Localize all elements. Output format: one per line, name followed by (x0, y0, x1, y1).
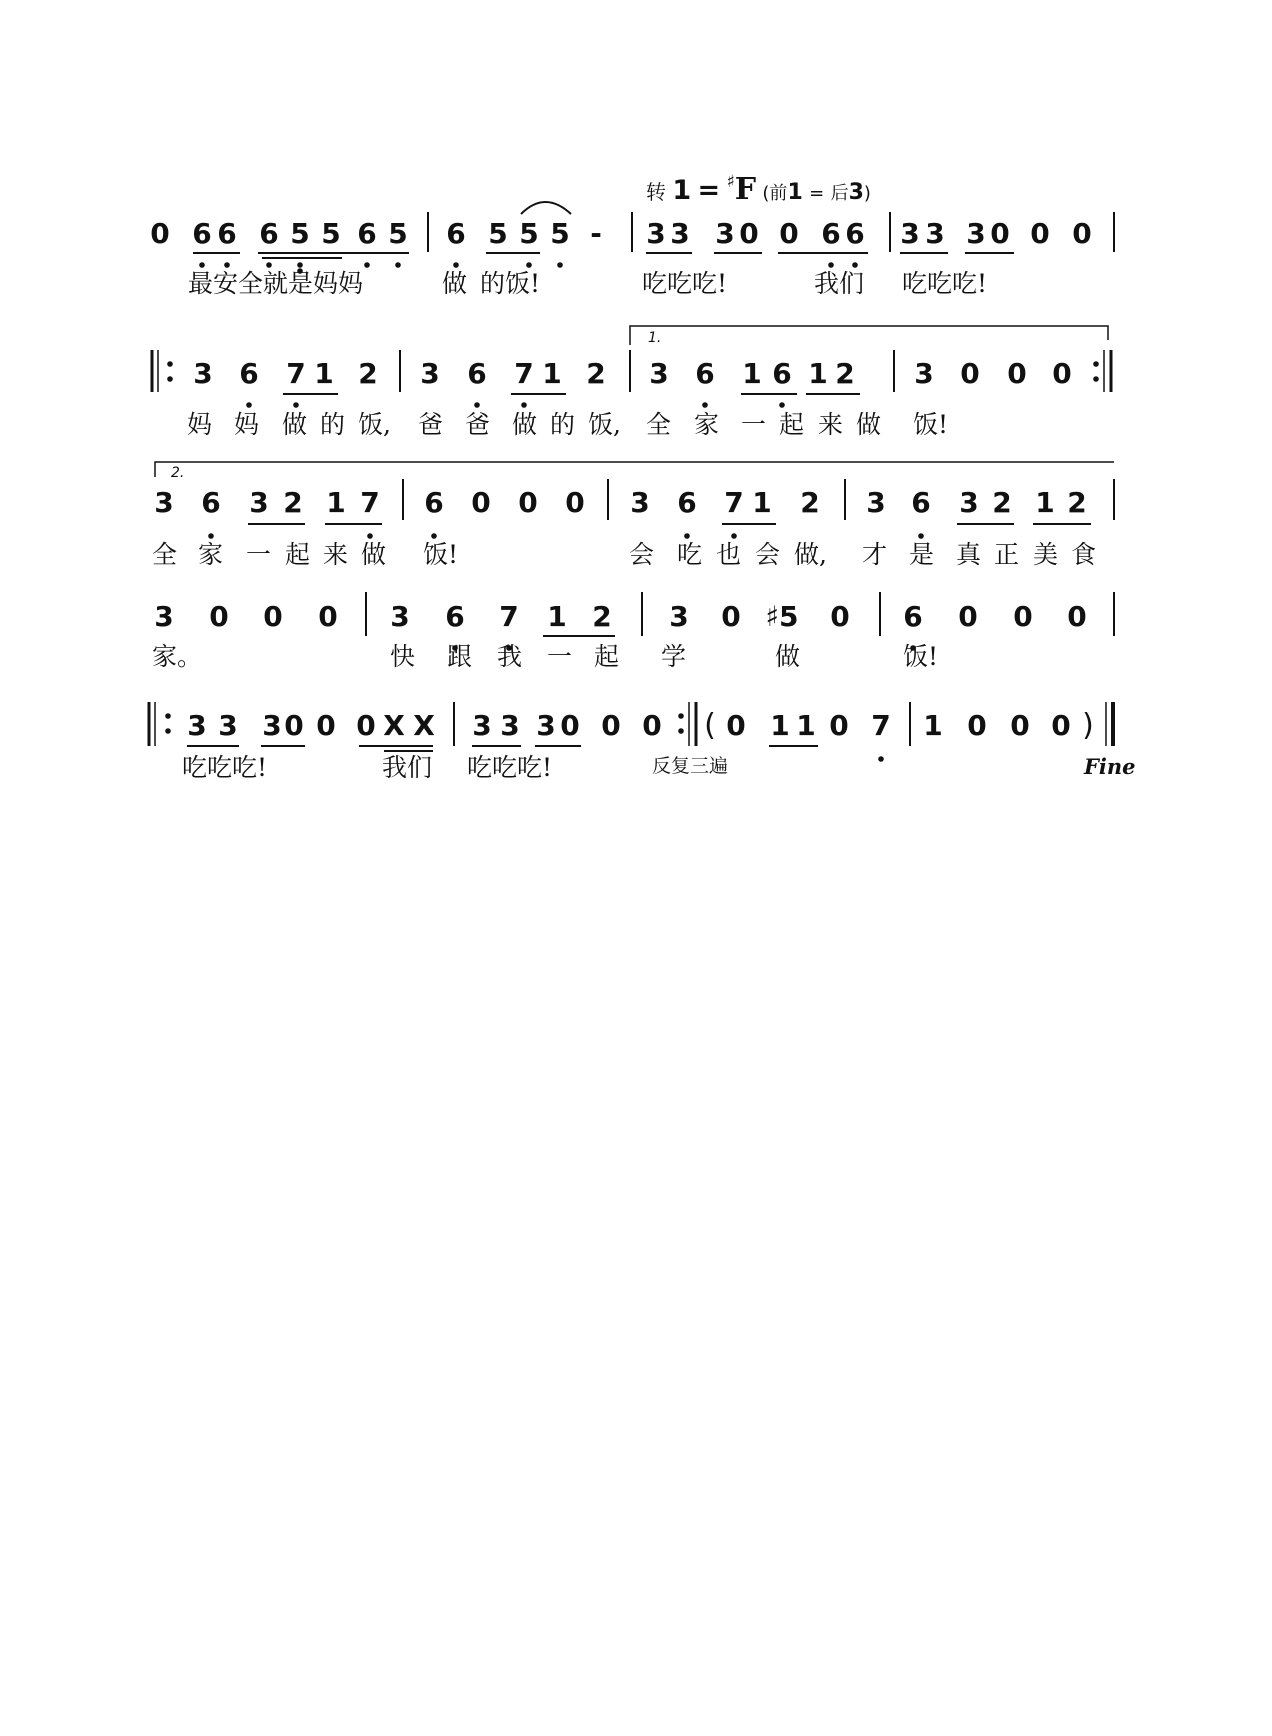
note: 6 (903, 600, 923, 633)
octave-dot (828, 262, 834, 268)
note: 0 (642, 709, 662, 742)
lyric: 爸 (418, 410, 444, 439)
note: 1 (314, 357, 334, 390)
note: 7 (514, 357, 534, 390)
note: 3 (154, 600, 174, 633)
note: X (413, 709, 435, 742)
note: 5 (519, 217, 539, 250)
key-hou: 后 (830, 183, 849, 204)
note: 1 (547, 600, 567, 633)
note: 0 (518, 486, 538, 519)
note: 0 (829, 709, 849, 742)
note: 0 (958, 600, 978, 633)
note: 0 (1051, 709, 1071, 742)
note: 0 (1013, 600, 1033, 633)
lyric: 跟 (447, 642, 473, 671)
note: 6 (424, 486, 444, 519)
note: 5 (321, 217, 341, 250)
note: 1 (1035, 486, 1055, 519)
lyric: 饭, (358, 410, 391, 439)
lyric: 爸 (465, 410, 491, 439)
lyric: 食 (1071, 540, 1097, 569)
note: 5 (488, 217, 508, 250)
lyric: 饭! (903, 642, 939, 671)
repeat-dot (167, 361, 173, 367)
note: 6 (217, 217, 237, 250)
lyric: 真 (956, 540, 982, 569)
octave-dot (684, 533, 690, 539)
note: 3 (154, 486, 174, 519)
note: 5 (388, 217, 408, 250)
note: 6 (445, 600, 465, 633)
lyric: 来 (818, 410, 844, 439)
octave-dot (395, 262, 401, 268)
note: 0 (471, 486, 491, 519)
note: 1 (326, 486, 346, 519)
note: 0 (990, 217, 1010, 250)
lyric: 做 (775, 642, 801, 671)
note: 3 (900, 217, 920, 250)
lyric: 饭! (913, 410, 949, 439)
note: 0 (284, 709, 304, 742)
note: 7 (724, 486, 744, 519)
lyric: 也 (716, 540, 742, 569)
note: 0 (1067, 600, 1087, 633)
volta-2-bracket (155, 462, 1114, 477)
lyric: 起 (285, 540, 311, 569)
note: 7 (286, 357, 306, 390)
key-change-zhuan: 转 (646, 180, 666, 204)
lyric: 最安全就是妈妈 (188, 269, 364, 298)
note: 6 (259, 217, 279, 250)
note: 7 (871, 709, 891, 742)
repeat-dot (678, 728, 684, 734)
octave-dot (293, 402, 299, 408)
note: 3 (390, 600, 410, 633)
note: 3 (866, 486, 886, 519)
note: 3 (649, 357, 669, 390)
lyric: 会 (629, 540, 655, 569)
lyric: 吃吃吃! (902, 269, 988, 298)
lyric: 家。 (152, 642, 203, 671)
note: 2 (283, 486, 303, 519)
lyric: 我们 (814, 269, 865, 298)
note: 1 (808, 357, 828, 390)
octave-dot (526, 262, 532, 268)
note: 0 (779, 217, 799, 250)
note: 3 (966, 217, 986, 250)
lyric: 是 (909, 540, 935, 569)
lyric: 家 (198, 540, 224, 569)
lyric: 全 (646, 410, 672, 439)
note: 0 (960, 357, 980, 390)
note: 6 (201, 486, 221, 519)
lyric: 做 (282, 410, 308, 439)
note: 0 (1052, 357, 1072, 390)
note: 6 (467, 357, 487, 390)
note: 0 (1007, 357, 1027, 390)
paren: ( (704, 708, 716, 743)
repeat-dot (165, 728, 171, 734)
slur (521, 202, 571, 214)
note: 0 (967, 709, 987, 742)
lyric: 学 (661, 642, 687, 671)
octave-dot (557, 262, 563, 268)
lyric: 来 (323, 540, 349, 569)
note: 6 (821, 217, 841, 250)
note: 3 (187, 709, 207, 742)
note: 0 (739, 217, 759, 250)
lyric: 的 (550, 410, 576, 439)
lyric: 做 (361, 540, 387, 569)
note: 5 (550, 217, 570, 250)
octave-dot (208, 533, 214, 539)
note: 1 (770, 709, 790, 742)
note: 0 (318, 600, 338, 633)
note: 6 (677, 486, 697, 519)
note: 3 (959, 486, 979, 519)
note: 1 (752, 486, 772, 519)
note: 7 (499, 600, 519, 633)
octave-dot (246, 402, 252, 408)
note: 0 (601, 709, 621, 742)
note: 3 (249, 486, 269, 519)
lyric: 会 (755, 540, 781, 569)
octave-dot (852, 262, 858, 268)
lyric: 我们 (382, 753, 433, 782)
sharp-sign: ♯ (726, 172, 735, 192)
note: 2 (358, 357, 378, 390)
repeat-dot (1093, 376, 1099, 382)
note: 2 (835, 357, 855, 390)
lyric: 一 (547, 642, 573, 671)
note: 6 (695, 357, 715, 390)
note: 2 (1067, 486, 1087, 519)
octave-dot (431, 533, 437, 539)
volta-1-bracket (630, 326, 1108, 345)
lyric: 做 (512, 410, 538, 439)
lyric: 美 (1033, 540, 1059, 569)
key-one-b: 1 (787, 180, 803, 205)
key-change-eq: = (697, 175, 721, 206)
octave-dot (297, 262, 303, 268)
note: 0 (560, 709, 580, 742)
lyric: 的 (320, 410, 346, 439)
lyric: 饭! (423, 540, 459, 569)
key-paren-open: (前 (762, 183, 788, 204)
note: 6 (192, 217, 212, 250)
lyric: 快 (390, 642, 416, 671)
note: 0 (1072, 217, 1092, 250)
note: 0 (263, 600, 283, 633)
note: 3 (262, 709, 282, 742)
note: 2 (992, 486, 1012, 519)
lyric: 做 (856, 410, 882, 439)
lyric: 做, (794, 540, 827, 569)
octave-dot (199, 262, 205, 268)
lyric: 全 (152, 540, 178, 569)
dash-note: - (590, 217, 602, 250)
octave-dot (521, 402, 527, 408)
key-eq-b: = (809, 183, 825, 204)
note: 3 (193, 357, 213, 390)
note: X (383, 709, 405, 742)
note: 0 (316, 709, 336, 742)
note: 0 (830, 600, 850, 633)
repeat-dot (165, 713, 171, 719)
lyric: 吃吃吃! (642, 269, 728, 298)
paren: ) (1082, 708, 1094, 743)
note: 3 (500, 709, 520, 742)
note: 3 (420, 357, 440, 390)
note: 0 (209, 600, 229, 633)
note: 6 (239, 357, 259, 390)
lyric: 吃吃吃! (182, 753, 268, 782)
note: 1 (923, 709, 943, 742)
octave-dot (266, 262, 272, 268)
lyric: 饭, (588, 410, 621, 439)
lyric: 吃吃吃! (467, 753, 553, 782)
lyric: 妈 (187, 410, 213, 439)
note: 1 (742, 357, 762, 390)
lyric: 的饭! (480, 269, 541, 298)
note: 6 (845, 217, 865, 250)
octave-dot (779, 402, 785, 408)
lyric: 妈 (234, 410, 260, 439)
lyric: 才 (862, 540, 888, 569)
volta-1-label: 1. (648, 330, 662, 346)
octave-dot (364, 262, 370, 268)
lyric: 起 (779, 410, 805, 439)
lyric: 一 (246, 540, 272, 569)
note: 6 (446, 217, 466, 250)
octave-dot (453, 262, 459, 268)
octave-dot (731, 533, 737, 539)
note: 1 (542, 357, 562, 390)
note: 3 (536, 709, 556, 742)
note: 2 (586, 357, 606, 390)
note: ♯5 (765, 600, 799, 633)
repeat-dot (167, 376, 173, 382)
note: 3 (472, 709, 492, 742)
note: 6 (357, 217, 377, 250)
note: 3 (669, 600, 689, 633)
lyric: 一 (741, 410, 767, 439)
key-paren-close: ) (863, 183, 871, 204)
repeat-dot (678, 713, 684, 719)
fine-mark: Fine (1084, 754, 1136, 779)
note: 7 (360, 486, 380, 519)
octave-dot (702, 402, 708, 408)
octave-dot (367, 533, 373, 539)
repeat-dot (1093, 361, 1099, 367)
octave-dot (878, 756, 884, 762)
lyric: 家 (694, 410, 720, 439)
key-change-one: 1 (672, 175, 692, 206)
lyric: 我 (497, 642, 523, 671)
lyric: 正 (994, 540, 1020, 569)
octave-dot (474, 402, 480, 408)
lyric: 吃 (677, 540, 703, 569)
lyric: 做 (442, 269, 468, 298)
note: 0 (1030, 217, 1050, 250)
note: 0 (1010, 709, 1030, 742)
note: 0 (565, 486, 585, 519)
volta-2-label: 2. (171, 465, 185, 481)
note: 5 (290, 217, 310, 250)
note: 2 (800, 486, 820, 519)
note: 6 (911, 486, 931, 519)
note: 0 (726, 709, 746, 742)
note: 3 (914, 357, 934, 390)
note: 3 (715, 217, 735, 250)
key-letter: F (734, 172, 757, 207)
note: 3 (925, 217, 945, 250)
note: 3 (670, 217, 690, 250)
key-three: 3 (848, 180, 864, 205)
note: 0 (721, 600, 741, 633)
note: 2 (592, 600, 612, 633)
repeat-note: 反复三遍 (652, 755, 729, 777)
note: 3 (646, 217, 666, 250)
octave-dot (224, 262, 230, 268)
octave-dot (918, 533, 924, 539)
lyric: 起 (594, 642, 620, 671)
note: 1 (796, 709, 816, 742)
note: 0 (356, 709, 376, 742)
note: 3 (630, 486, 650, 519)
note: 3 (218, 709, 238, 742)
note: 6 (772, 357, 792, 390)
note: 0 (150, 217, 170, 250)
